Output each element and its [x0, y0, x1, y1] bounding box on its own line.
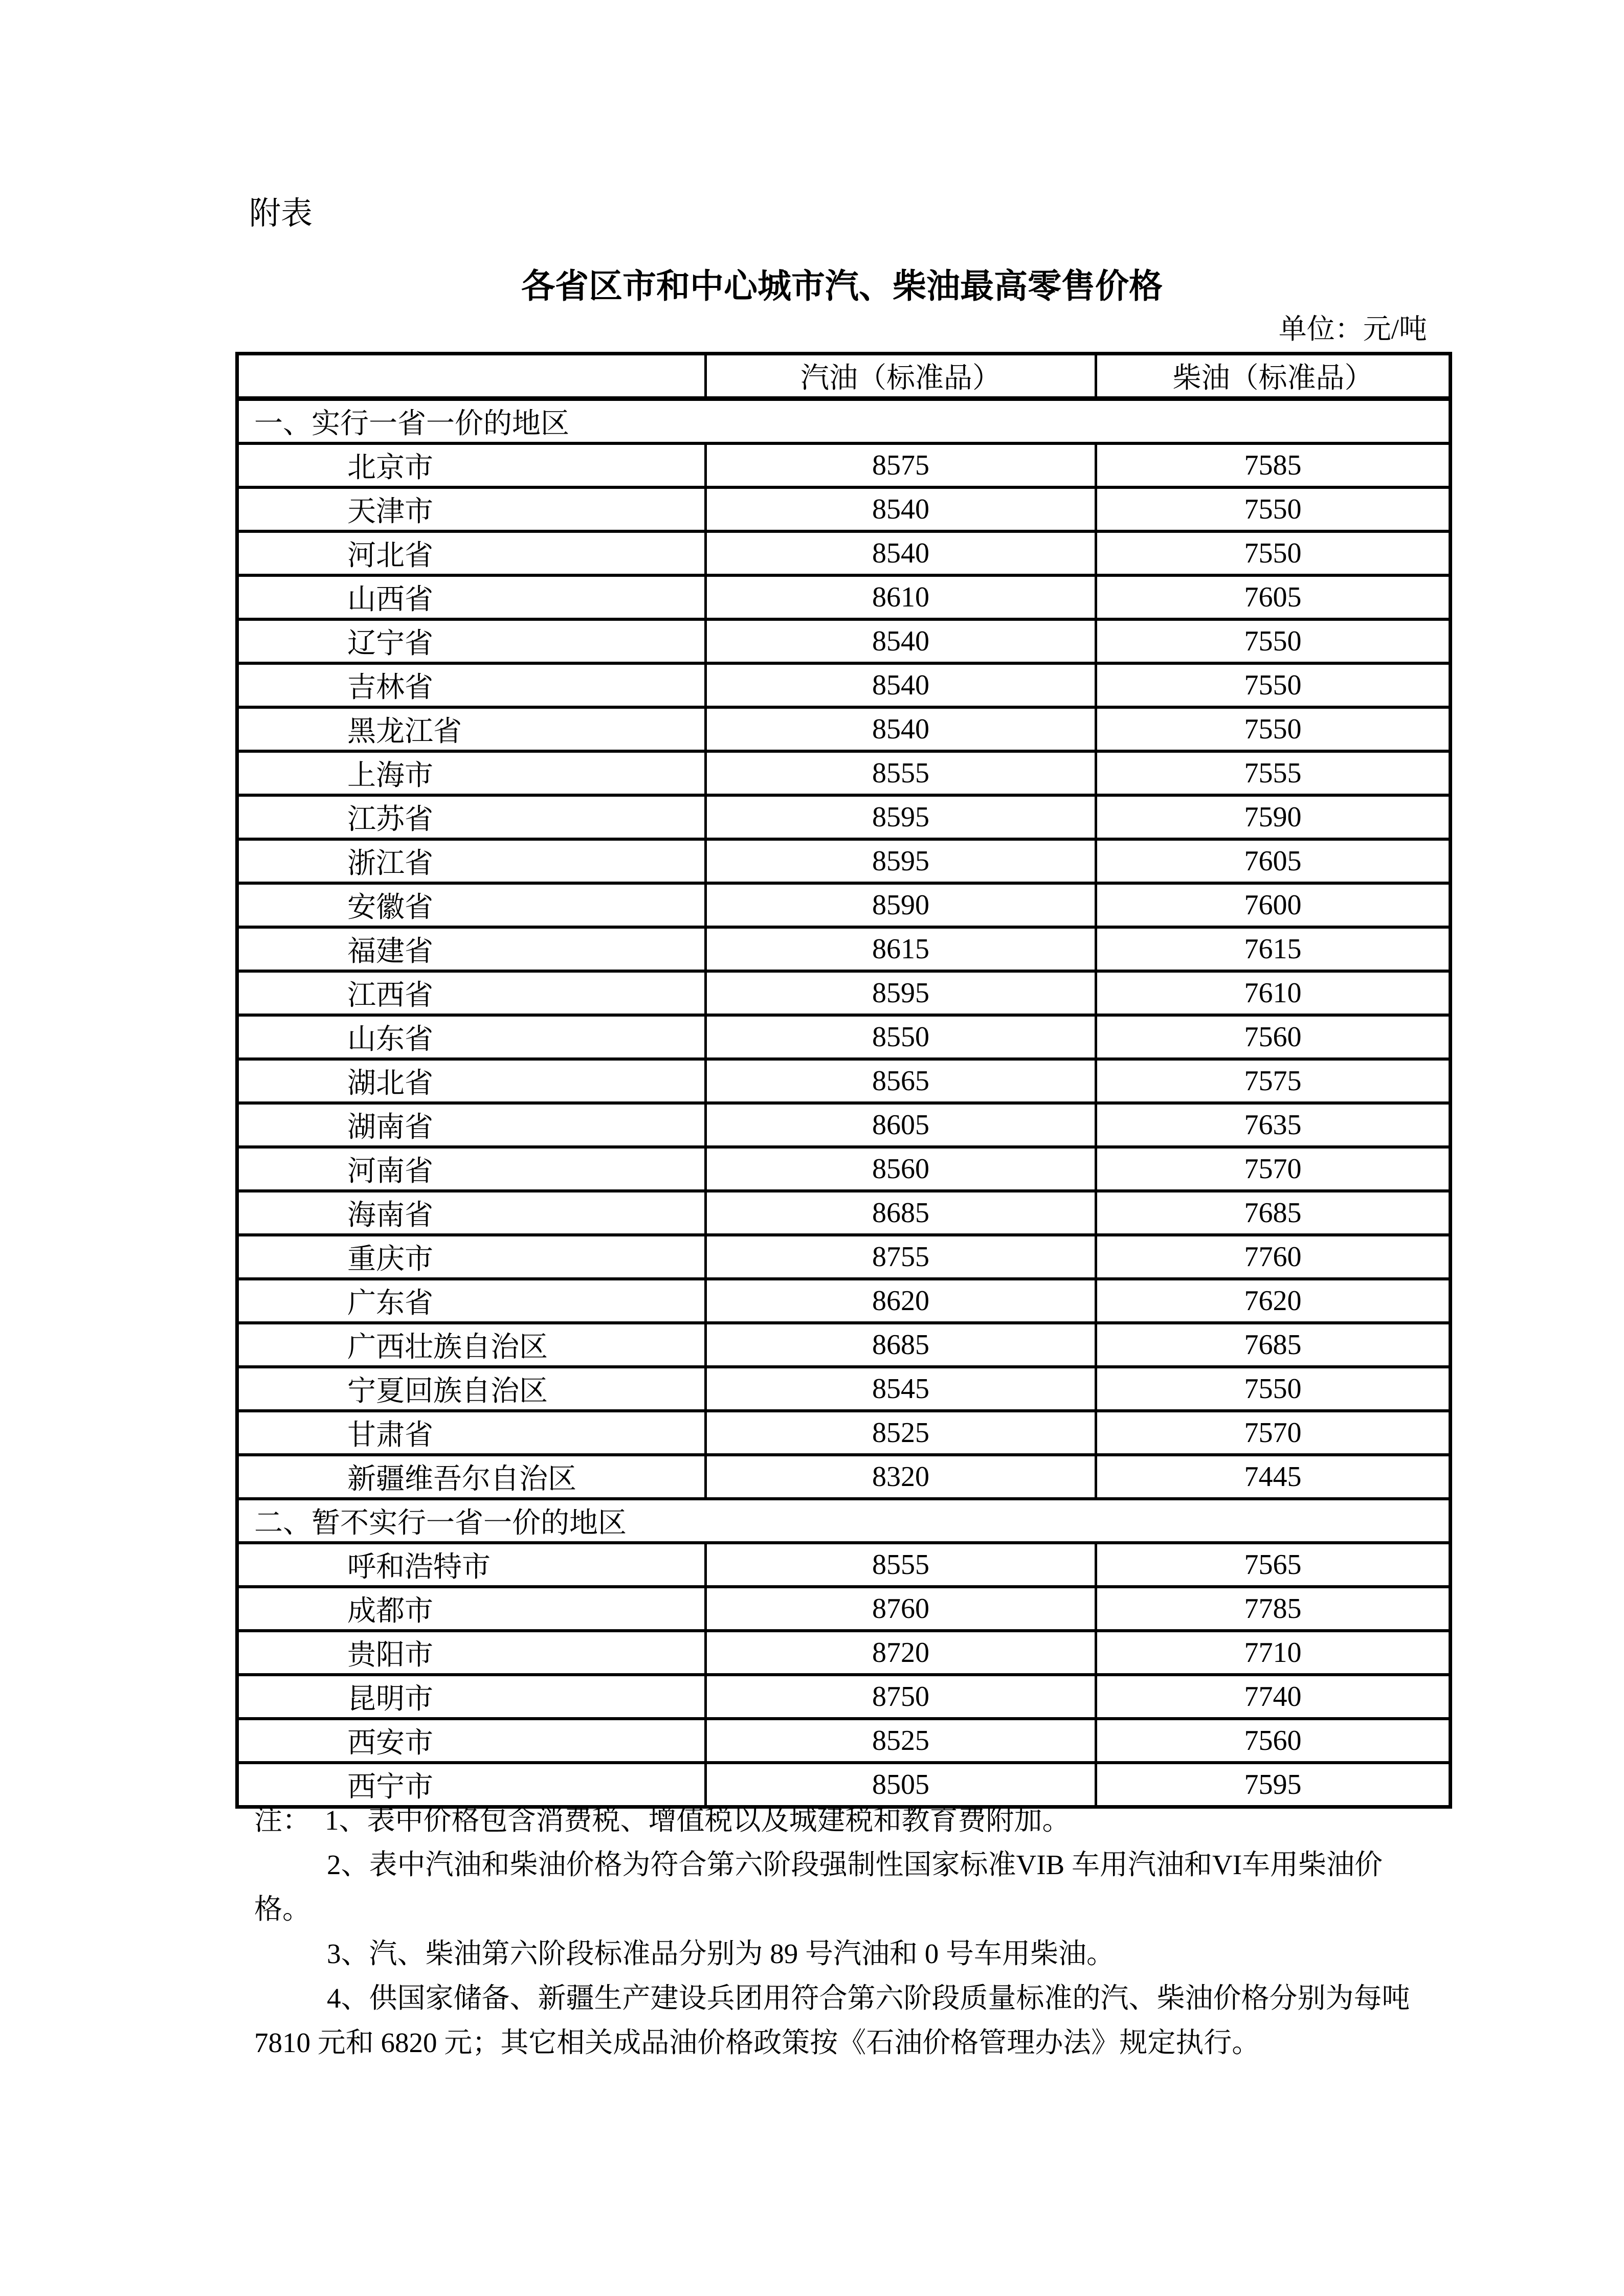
gasoline-price-cell: 8525	[706, 1411, 1096, 1455]
gasoline-price-cell: 8505	[706, 1763, 1096, 1807]
table-row	[237, 883, 1451, 927]
table-row	[237, 619, 1451, 663]
diesel-price-cell: 7550	[1096, 619, 1451, 663]
region-cell: 河北省	[237, 531, 706, 575]
note-line	[254, 1798, 1482, 1842]
region-cell: 黑龙江省	[237, 707, 706, 751]
diesel-price-cell: 7635	[1096, 1103, 1451, 1147]
diesel-price-cell: 7555	[1096, 751, 1451, 795]
section-heading-cell: 二、暂不实行一省一价的地区	[237, 1499, 1451, 1543]
gasoline-price-cell: 8750	[706, 1675, 1096, 1719]
section-heading-cell: 一、实行一省一价的地区	[237, 399, 1451, 444]
gasoline-price-cell: 8525	[706, 1719, 1096, 1763]
region-cell: 河南省	[237, 1147, 706, 1191]
note-line	[254, 2020, 1482, 2065]
table-row	[237, 1631, 1451, 1675]
diesel-price-cell: 7740	[1096, 1675, 1451, 1719]
gasoline-price-cell: 8620	[706, 1279, 1096, 1323]
gasoline-price-cell: 8595	[706, 839, 1096, 883]
gasoline-price-cell: 8540	[706, 531, 1096, 575]
section-heading-row	[237, 1499, 1451, 1543]
region-cell: 湖南省	[237, 1103, 706, 1147]
region-cell: 北京市	[237, 443, 706, 487]
note-line	[254, 1976, 1482, 2020]
header-row	[237, 354, 1451, 399]
table-row	[237, 663, 1451, 707]
region-cell: 成都市	[237, 1587, 706, 1631]
region-cell: 重庆市	[237, 1235, 706, 1279]
diesel-price-cell: 7550	[1096, 663, 1451, 707]
diesel-price-cell: 7595	[1096, 1763, 1451, 1807]
region-cell: 福建省	[237, 927, 706, 971]
gasoline-price-cell: 8685	[706, 1323, 1096, 1367]
gasoline-price-cell: 8595	[706, 795, 1096, 839]
gasoline-price-cell: 8565	[706, 1059, 1096, 1103]
diesel-price-cell: 7760	[1096, 1235, 1451, 1279]
table-row	[237, 1543, 1451, 1587]
diesel-price-cell: 7590	[1096, 795, 1451, 839]
gasoline-price-cell: 8555	[706, 751, 1096, 795]
table-row	[237, 1411, 1451, 1455]
table-row	[237, 1235, 1451, 1279]
gasoline-column-header: 汽油（标准品）	[706, 354, 1096, 399]
gasoline-price-cell: 8575	[706, 443, 1096, 487]
diesel-price-cell: 7550	[1096, 1367, 1451, 1411]
gasoline-price-cell: 8685	[706, 1191, 1096, 1235]
region-cell: 江苏省	[237, 795, 706, 839]
diesel-price-cell: 7560	[1096, 1015, 1451, 1059]
diesel-price-cell: 7610	[1096, 971, 1451, 1015]
notes-label: 注：	[254, 1805, 311, 1836]
table-row	[237, 971, 1451, 1015]
region-cell: 山西省	[237, 575, 706, 619]
gasoline-price-cell: 8540	[706, 487, 1096, 531]
table-row	[237, 1675, 1451, 1719]
note-line-text: 2、表中汽油和柴油价格为符合第六阶段强制性国家标准VIB 车用汽油和VI车用柴油价	[327, 1849, 1383, 1880]
region-cell: 西宁市	[237, 1763, 706, 1807]
diesel-price-cell: 7600	[1096, 883, 1451, 927]
table-row	[237, 1103, 1451, 1147]
table-row	[237, 1587, 1451, 1631]
diesel-price-cell: 7575	[1096, 1059, 1451, 1103]
table-row	[237, 443, 1451, 487]
region-cell: 湖北省	[237, 1059, 706, 1103]
region-cell: 海南省	[237, 1191, 706, 1235]
diesel-price-cell: 7585	[1096, 443, 1451, 487]
region-cell: 呼和浩特市	[237, 1543, 706, 1587]
table-row	[237, 1279, 1451, 1323]
region-cell: 广东省	[237, 1279, 706, 1323]
table-row	[237, 1323, 1451, 1367]
region-cell: 新疆维吾尔自治区	[237, 1455, 706, 1499]
price-table	[235, 352, 1452, 1809]
gasoline-price-cell: 8555	[706, 1543, 1096, 1587]
region-cell: 贵阳市	[237, 1631, 706, 1675]
region-cell: 上海市	[237, 751, 706, 795]
region-cell: 西安市	[237, 1719, 706, 1763]
gasoline-price-cell: 8720	[706, 1631, 1096, 1675]
diesel-price-cell: 7685	[1096, 1323, 1451, 1367]
region-cell: 山东省	[237, 1015, 706, 1059]
gasoline-price-cell: 8595	[706, 971, 1096, 1015]
table-row	[237, 1059, 1451, 1103]
gasoline-price-cell: 8610	[706, 575, 1096, 619]
region-cell: 广西壮族自治区	[237, 1323, 706, 1367]
region-cell: 甘肃省	[237, 1411, 706, 1455]
region-column-header	[237, 354, 706, 399]
gasoline-price-cell: 8540	[706, 707, 1096, 751]
gasoline-price-cell: 8560	[706, 1147, 1096, 1191]
gasoline-price-cell: 8760	[706, 1587, 1096, 1631]
diesel-price-cell: 7620	[1096, 1279, 1451, 1323]
region-cell: 吉林省	[237, 663, 706, 707]
note-line	[254, 1842, 1482, 1887]
doc-label: 附表	[249, 196, 313, 231]
region-cell: 辽宁省	[237, 619, 706, 663]
note-line-text: 3、汽、柴油第六阶段标准品分别为 89 号汽油和 0 号车用柴油。	[327, 1938, 1115, 1969]
region-cell: 安徽省	[237, 883, 706, 927]
gasoline-price-cell: 8550	[706, 1015, 1096, 1059]
region-cell: 浙江省	[237, 839, 706, 883]
note-line	[254, 1887, 1482, 1931]
region-cell: 江西省	[237, 971, 706, 1015]
diesel-price-cell: 7550	[1096, 707, 1451, 751]
table-body	[237, 399, 1451, 1807]
gasoline-price-cell: 8590	[706, 883, 1096, 927]
table-row	[237, 575, 1451, 619]
gasoline-price-cell: 8540	[706, 619, 1096, 663]
note-line-text: 7810 元和 6820 元；其它相关成品油价格政策按《石油价格管理办法》规定执行。	[254, 2027, 1260, 2058]
table-row	[237, 1191, 1451, 1235]
note-line	[254, 1931, 1482, 1976]
gasoline-price-cell: 8540	[706, 663, 1096, 707]
diesel-price-cell: 7550	[1096, 487, 1451, 531]
diesel-price-cell: 7710	[1096, 1631, 1451, 1675]
table-row	[237, 1719, 1451, 1763]
diesel-price-cell: 7560	[1096, 1719, 1451, 1763]
table-row	[237, 1455, 1451, 1499]
diesel-price-cell: 7605	[1096, 575, 1451, 619]
table-row	[237, 531, 1451, 575]
region-cell: 宁夏回族自治区	[237, 1367, 706, 1411]
diesel-price-cell: 7685	[1096, 1191, 1451, 1235]
table-row	[237, 487, 1451, 531]
gasoline-price-cell: 8605	[706, 1103, 1096, 1147]
gasoline-price-cell: 8545	[706, 1367, 1096, 1411]
table-row	[237, 795, 1451, 839]
table-row	[237, 1147, 1451, 1191]
table-row	[237, 1015, 1451, 1059]
gasoline-price-cell: 8615	[706, 927, 1096, 971]
diesel-column-header: 柴油（标准品）	[1096, 354, 1451, 399]
diesel-price-cell: 7570	[1096, 1411, 1451, 1455]
page-title: 各省区市和中心城市汽、柴油最高零售价格	[521, 267, 1163, 305]
table-row	[237, 751, 1451, 795]
note-line-text: 格。	[254, 1894, 311, 1925]
diesel-price-cell: 7565	[1096, 1543, 1451, 1587]
table-row	[237, 1367, 1451, 1411]
gasoline-price-cell: 8320	[706, 1455, 1096, 1499]
region-cell: 天津市	[237, 487, 706, 531]
region-cell: 昆明市	[237, 1675, 706, 1719]
table-row	[237, 839, 1451, 883]
diesel-price-cell: 7570	[1096, 1147, 1451, 1191]
notes	[254, 1798, 1482, 2065]
diesel-price-cell: 7785	[1096, 1587, 1451, 1631]
gasoline-price-cell: 8755	[706, 1235, 1096, 1279]
table-row	[237, 927, 1451, 971]
note-line-text: 1、表中价格包含消费税、增值税以及城建税和教育费附加。	[325, 1805, 1071, 1836]
diesel-price-cell: 7605	[1096, 839, 1451, 883]
table-row	[237, 707, 1451, 751]
note-line-text: 4、供国家储备、新疆生产建设兵团用符合第六阶段质量标准的汽、柴油价格分别为每吨	[327, 1983, 1410, 2014]
section-heading-row	[237, 399, 1451, 444]
diesel-price-cell: 7615	[1096, 927, 1451, 971]
diesel-price-cell: 7445	[1096, 1455, 1451, 1499]
unit-label: 单位：元/吨	[1278, 313, 1427, 345]
diesel-price-cell: 7550	[1096, 531, 1451, 575]
